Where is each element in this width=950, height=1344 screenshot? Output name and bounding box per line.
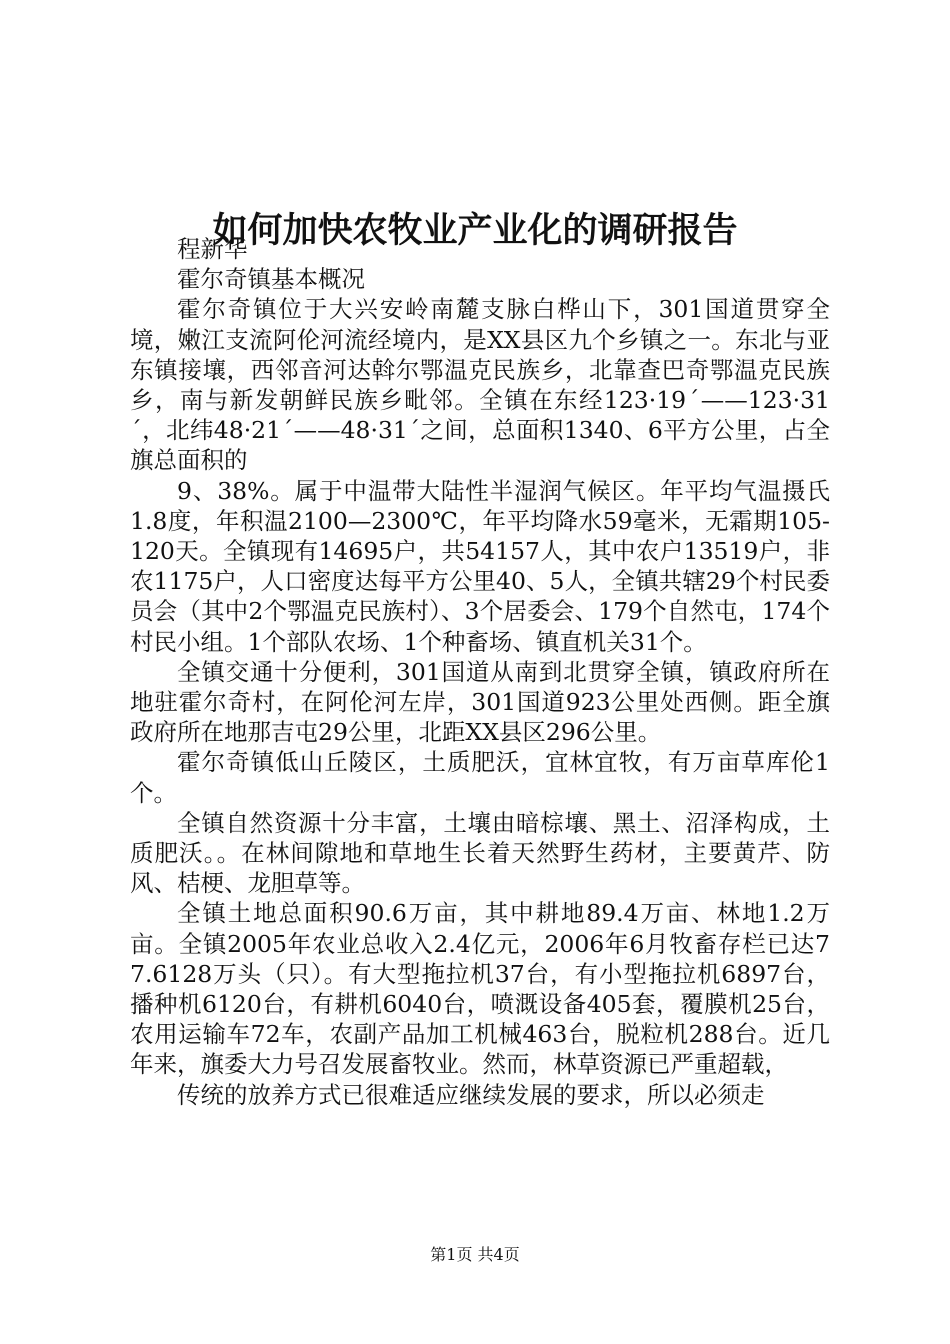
document-title: 如何加快农牧业产业化的调研报告 bbox=[212, 210, 738, 252]
page-footer: 第1页 共4页 bbox=[430, 1245, 520, 1264]
paragraph: 9、38%。属于中温带大陆性半湿润气候区。年平均气温摄氏1.8度，年积温2100—2300℃，年平均降水59毫米，无霜期105-120天。全镇现有14695户，共54157人，其中农户13519户，非农1175户，人口密度达每平方公里40、5人，全镇共辖29个村民委员会（其中2个鄂温克民族村）、3个居委会、179个自然屯，174个村民小组。1个部队农场、1个种畜场、镇直机关31个。 bbox=[130, 476, 830, 656]
paragraph: 全镇土地总面积90.6万亩，其中耕地89.4万亩、林地1.2万亩。全镇2005年农业总收入2.4亿元，2006年6月牧畜存栏已达77.6128万头（只）。有大型拖拉机37台，有小型拖拉机6897台，播种机6120台，有耕机6040台，喷溉设备405套，覆膜机25台，农用运输车72车，农副产品加工机械463台，脱粒机288台。近几年来，旗委大力号召发展畜牧业。然而，林草资源已严重超载， bbox=[130, 899, 830, 1079]
paragraph: 传统的放养方式已很难适应继续发展的要求，所以必须走 bbox=[177, 1080, 765, 1109]
paragraph: 全镇自然资源十分丰富，土壤由暗棕壤、黑土、沼泽构成，土质肥沃。。在林间隙地和草地生长着天然野生药材，主要黄芹、防风、桔梗、龙胆草等。 bbox=[130, 808, 830, 898]
paragraph: 霍尔奇镇位于大兴安岭南麓支脉白桦山下，301国道贯穿全境，嫩江支流阿伦河流经境内，是XX县区九个乡镇之一。东北与亚东镇接壤，西邻音河达斡尔鄂温克民族乡，北靠查巴奇鄂温克民族乡，南与新发朝鲜民族乡毗邻。全镇在东经123·19ˊ——123·31ˊ，北纬48·21ˊ——48·31ˊ之间，总面积1340、6平方公里，占全旗总面积的 bbox=[130, 295, 830, 475]
author-line: 程新华 bbox=[177, 235, 248, 263]
paragraph: 霍尔奇镇低山丘陵区，土质肥沃，宜林宜牧，有万亩草库伦1个。 bbox=[130, 748, 830, 807]
document-body bbox=[130, 234, 830, 1110]
paragraph: 全镇交通十分便利，301国道从南到北贯穿全镇，镇政府所在地驻霍尔奇村，在阿伦河左岸，301国道923公里处西侧。距全旗政府所在地那吉屯29公里，北距XX县区296公里。 bbox=[130, 657, 830, 747]
section-heading: 霍尔奇镇基本概况 bbox=[177, 265, 365, 294]
